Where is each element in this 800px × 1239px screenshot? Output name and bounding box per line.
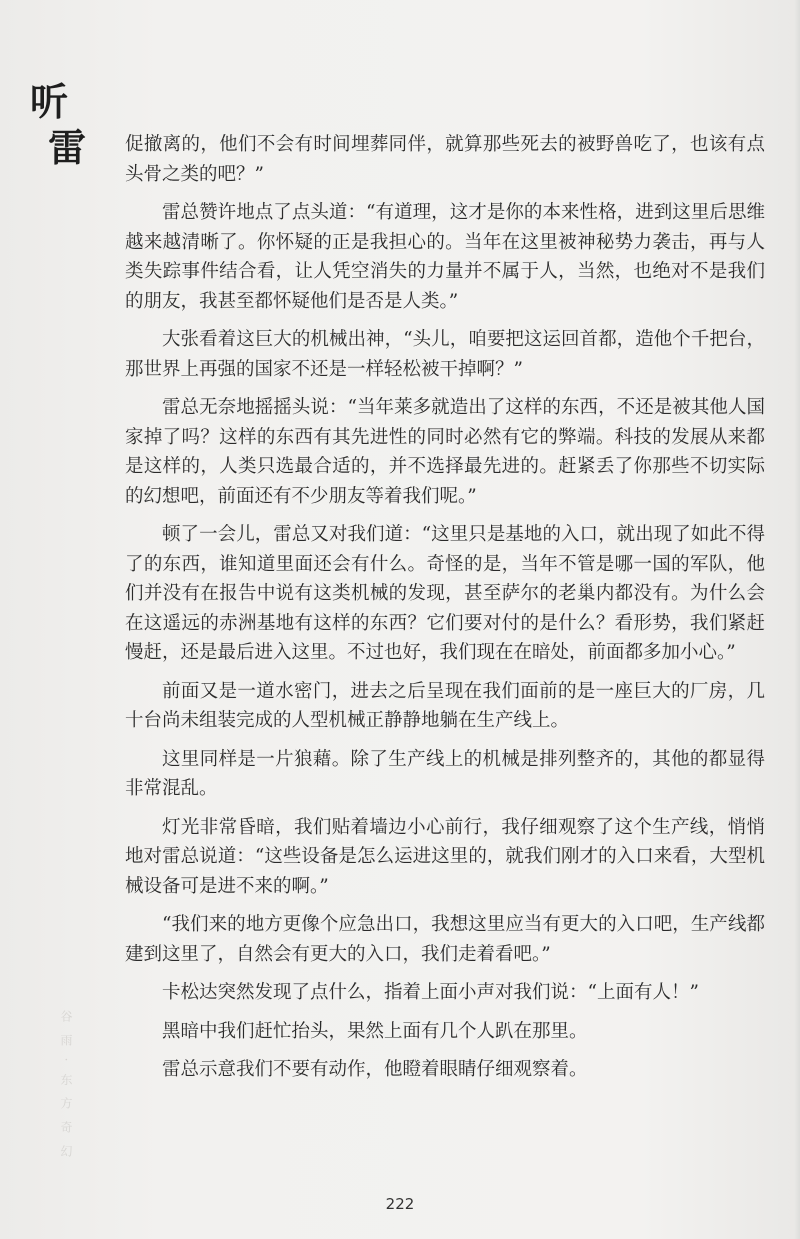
- paragraph: 黑暗中我们赶忙抬头，果然上面有几个人趴在那里。: [162, 1020, 588, 1042]
- paragraph: 前面又是一道水密门，进去之后呈现在我们面前的是一座巨大的厂房，几十台尚未组装完成的人型机械正静静地躺在生产线上。: [125, 680, 765, 731]
- paragraph: 灯光非常昏暗，我们贴着墙边小心前行，我仔细观察了这个生产线，悄悄地对雷总说道：“这些设备是怎么运进这里的，就我们刚才的入口来看，大型机械设备可是进不来的啊。”: [125, 816, 765, 897]
- paragraph: 顿了一会儿，雷总又对我们道：“这里只是基地的入口，就出现了如此不得了的东西，谁知道里面还会有什么。奇怪的是，当年不管是哪一国的军队，他们并没有在报告中说有这类机械的发现，甚至萨尔的老巢内都没有。为什么会在这遥远的赤洲基地有这样的东西？它们要对付的是什么？看形势，我们紧赶慢赶，还是最后进入这里。不过也好，我们现在在暗处，前面都多加小心。”: [125, 524, 765, 663]
- body-text: [125, 130, 765, 1094]
- paragraph: 雷总示意我们不要有动作，他瞪着眼睛仔细观察着。: [162, 1059, 588, 1080]
- book-title: [30, 79, 94, 170]
- book-title-char-1: 听: [30, 79, 69, 124]
- paragraph: 促撤离的，他们不会有时间埋葬同伴，就算那些死去的被野兽吃了，也该有点头骨之类的吧？”: [125, 134, 765, 185]
- paragraph: 这里同样是一片狼藉。除了生产线上的机械是排列整齐的，其他的都显得非常混乱。: [125, 748, 765, 799]
- paragraph: 雷总无奈地摇摇头说：“当年莱多就造出了这样的东西，不还是被其他人国家掉了吗？这样的东西有其先进性的同时必然有它的弊端。科技的发展从来都是这样的，人类只选最合适的，并不选择最先进的。赶紧丢了你那些不切实际的幻想吧，前面还有不少朋友等着我们呢。”: [125, 397, 765, 507]
- paragraph: 大张看着这巨大的机械出神，“头儿，咱要把这运回首都，造他个千把台，那世界上再强的国家不还是一样轻松被干掉啊？”: [125, 329, 765, 380]
- page-edge-shadow: [794, 0, 800, 1239]
- paragraph: 卡松达突然发现了点什么，指着上面小声对我们说：“上面有人！”: [162, 982, 699, 1003]
- page-number: 222: [385, 1195, 415, 1213]
- book-title-char-2: 雷: [48, 125, 87, 170]
- side-vertical-text: 谷 雨 · 东 方 奇 幻: [59, 1010, 73, 1161]
- paragraph: “我们来的地方更像个应急出口，我想这里应当有更大的入口吧，生产线都建到这里了，自然会有更大的入口，我们走着看吧。”: [125, 914, 765, 965]
- paragraph: 雷总赞许地点了点头道：“有道理，这才是你的本来性格，进到这里后思维越来越清晰了。你怀疑的正是我担心的。当年在这里被神秘势力袭击，再与人类失踪事件结合看，让人凭空消失的力量并不属于人，当然，也绝对不是我们的朋友，我甚至都怀疑他们是否是人类。”: [125, 202, 765, 312]
